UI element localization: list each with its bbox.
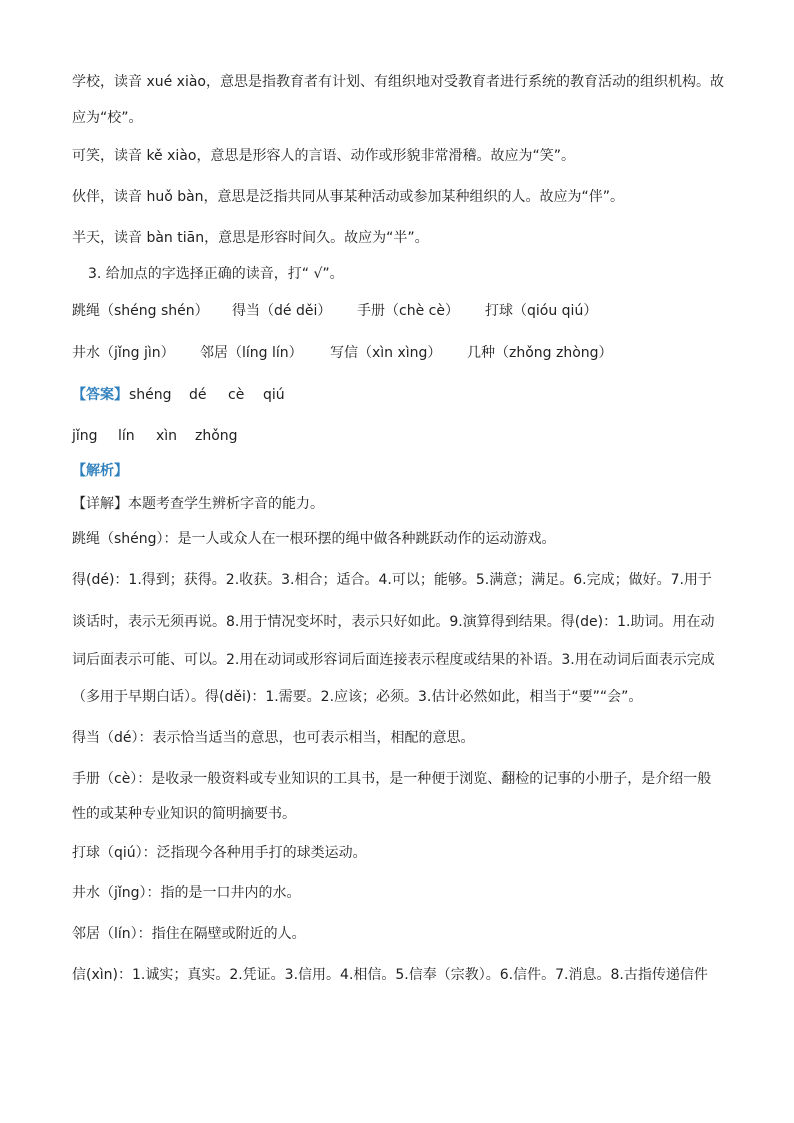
question-option: 得当（dé děi）: [232, 303, 332, 319]
analysis-line: 井水（jǐng）：指的是一口井内的水。: [72, 885, 301, 901]
question-option: 邻居（líng lín）: [200, 345, 303, 361]
answer-value: jǐng: [72, 428, 98, 444]
answer-tag: 【答案】: [72, 387, 128, 403]
answer-value: dé: [189, 387, 207, 403]
analysis-line: 词后面表示可能、可以。2.用在动词或形容词后面连接表示程度或结果的补语。3.用在动词后面表示完成: [72, 652, 715, 668]
prev-explanation-line-4: 伙伴，读音 huǒ bàn，意思是泛指共同从事某种活动或参加某种组织的人。故应为“伴”。: [72, 189, 625, 205]
answer-value: shéng: [129, 387, 172, 403]
question-option: 跳绳（shéng shén）: [72, 303, 209, 319]
question-option: 井水（jǐng jìn）: [72, 345, 175, 361]
question-text: 3. 给加点的字选择正确的读音，打“ √”。: [88, 266, 344, 282]
answer-value: lín: [118, 428, 135, 444]
question-option: 写信（xìn xìng）: [330, 345, 442, 361]
analysis-line: 信(xìn)：1.诚实；真实。2.凭证。3.信用。4.相信。5.信奉（宗教）。6.信件。7.消息。8.古指传递信件: [72, 967, 708, 983]
analysis-line: 得当（dé）：表示恰当适当的意思，也可表示相当，相配的意思。: [72, 730, 475, 746]
prev-explanation-line-3: 可笑，读音 kě xiào，意思是形容人的言语、动作或形貌非常滑稽。故应为“笑”。: [72, 148, 575, 164]
analysis-line: 手册（cè）：是收录一般资料或专业知识的工具书，是一种便于浏览、翻检的记事的小册子，是介绍一般: [72, 771, 712, 787]
question-option: 手册（chè cè）: [357, 303, 459, 319]
prev-explanation-line-1: 学校，读音 xué xiào，意思是指教育者有计划、有组织地对受教育者进行系统的教育活动的组织机构。故: [72, 74, 724, 90]
question-option: 打球（qióu qiú）: [485, 303, 598, 319]
analysis-line: 跳绳（shéng）：是一人或众人在一根环摆的绳中做各种跳跃动作的运动游戏。: [72, 531, 556, 547]
detail-tag: 【详解】: [72, 496, 128, 512]
prev-explanation-line-5: 半天，读音 bàn tiān，意思是形容时间久。故应为“半”。: [72, 230, 429, 246]
analysis-line: 邻居（lín）：指住在隔壁或附近的人。: [72, 926, 306, 942]
analysis-line: 性的或某种专业知识的简明摘要书。: [72, 806, 296, 822]
answer-value: zhǒng: [195, 428, 238, 444]
analysis-tag: 【解析】: [72, 463, 128, 479]
answer-value: xìn: [156, 428, 178, 444]
analysis-line: 得(dé)：1.得到；获得。2.收获。3.相合；适合。4.可以；能够。5.满意；满足。6.完成；做好。7.用于: [72, 572, 712, 588]
answer-value: cè: [228, 387, 245, 403]
answer-value: qiú: [263, 387, 285, 403]
analysis-line: 谈话时，表示无须再说。8.用于情况变坏时，表示只好如此。9.演算得到结果。得(de)：1.助词。用在动: [72, 614, 715, 630]
prev-explanation-line-2: 应为“校”。: [72, 110, 143, 126]
question-option: 几种（zhǒng zhòng）: [467, 345, 613, 361]
analysis-line: 本题考查学生辨析字音的能力。: [128, 496, 324, 512]
analysis-line: 打球（qiú）：泛指现今各种用手打的球类运动。: [72, 845, 367, 861]
analysis-line: （多用于早期白话）。得(děi)：1.需要。2.应该；必须。3.估计必然如此，相当于“要”“会”。: [72, 689, 643, 705]
